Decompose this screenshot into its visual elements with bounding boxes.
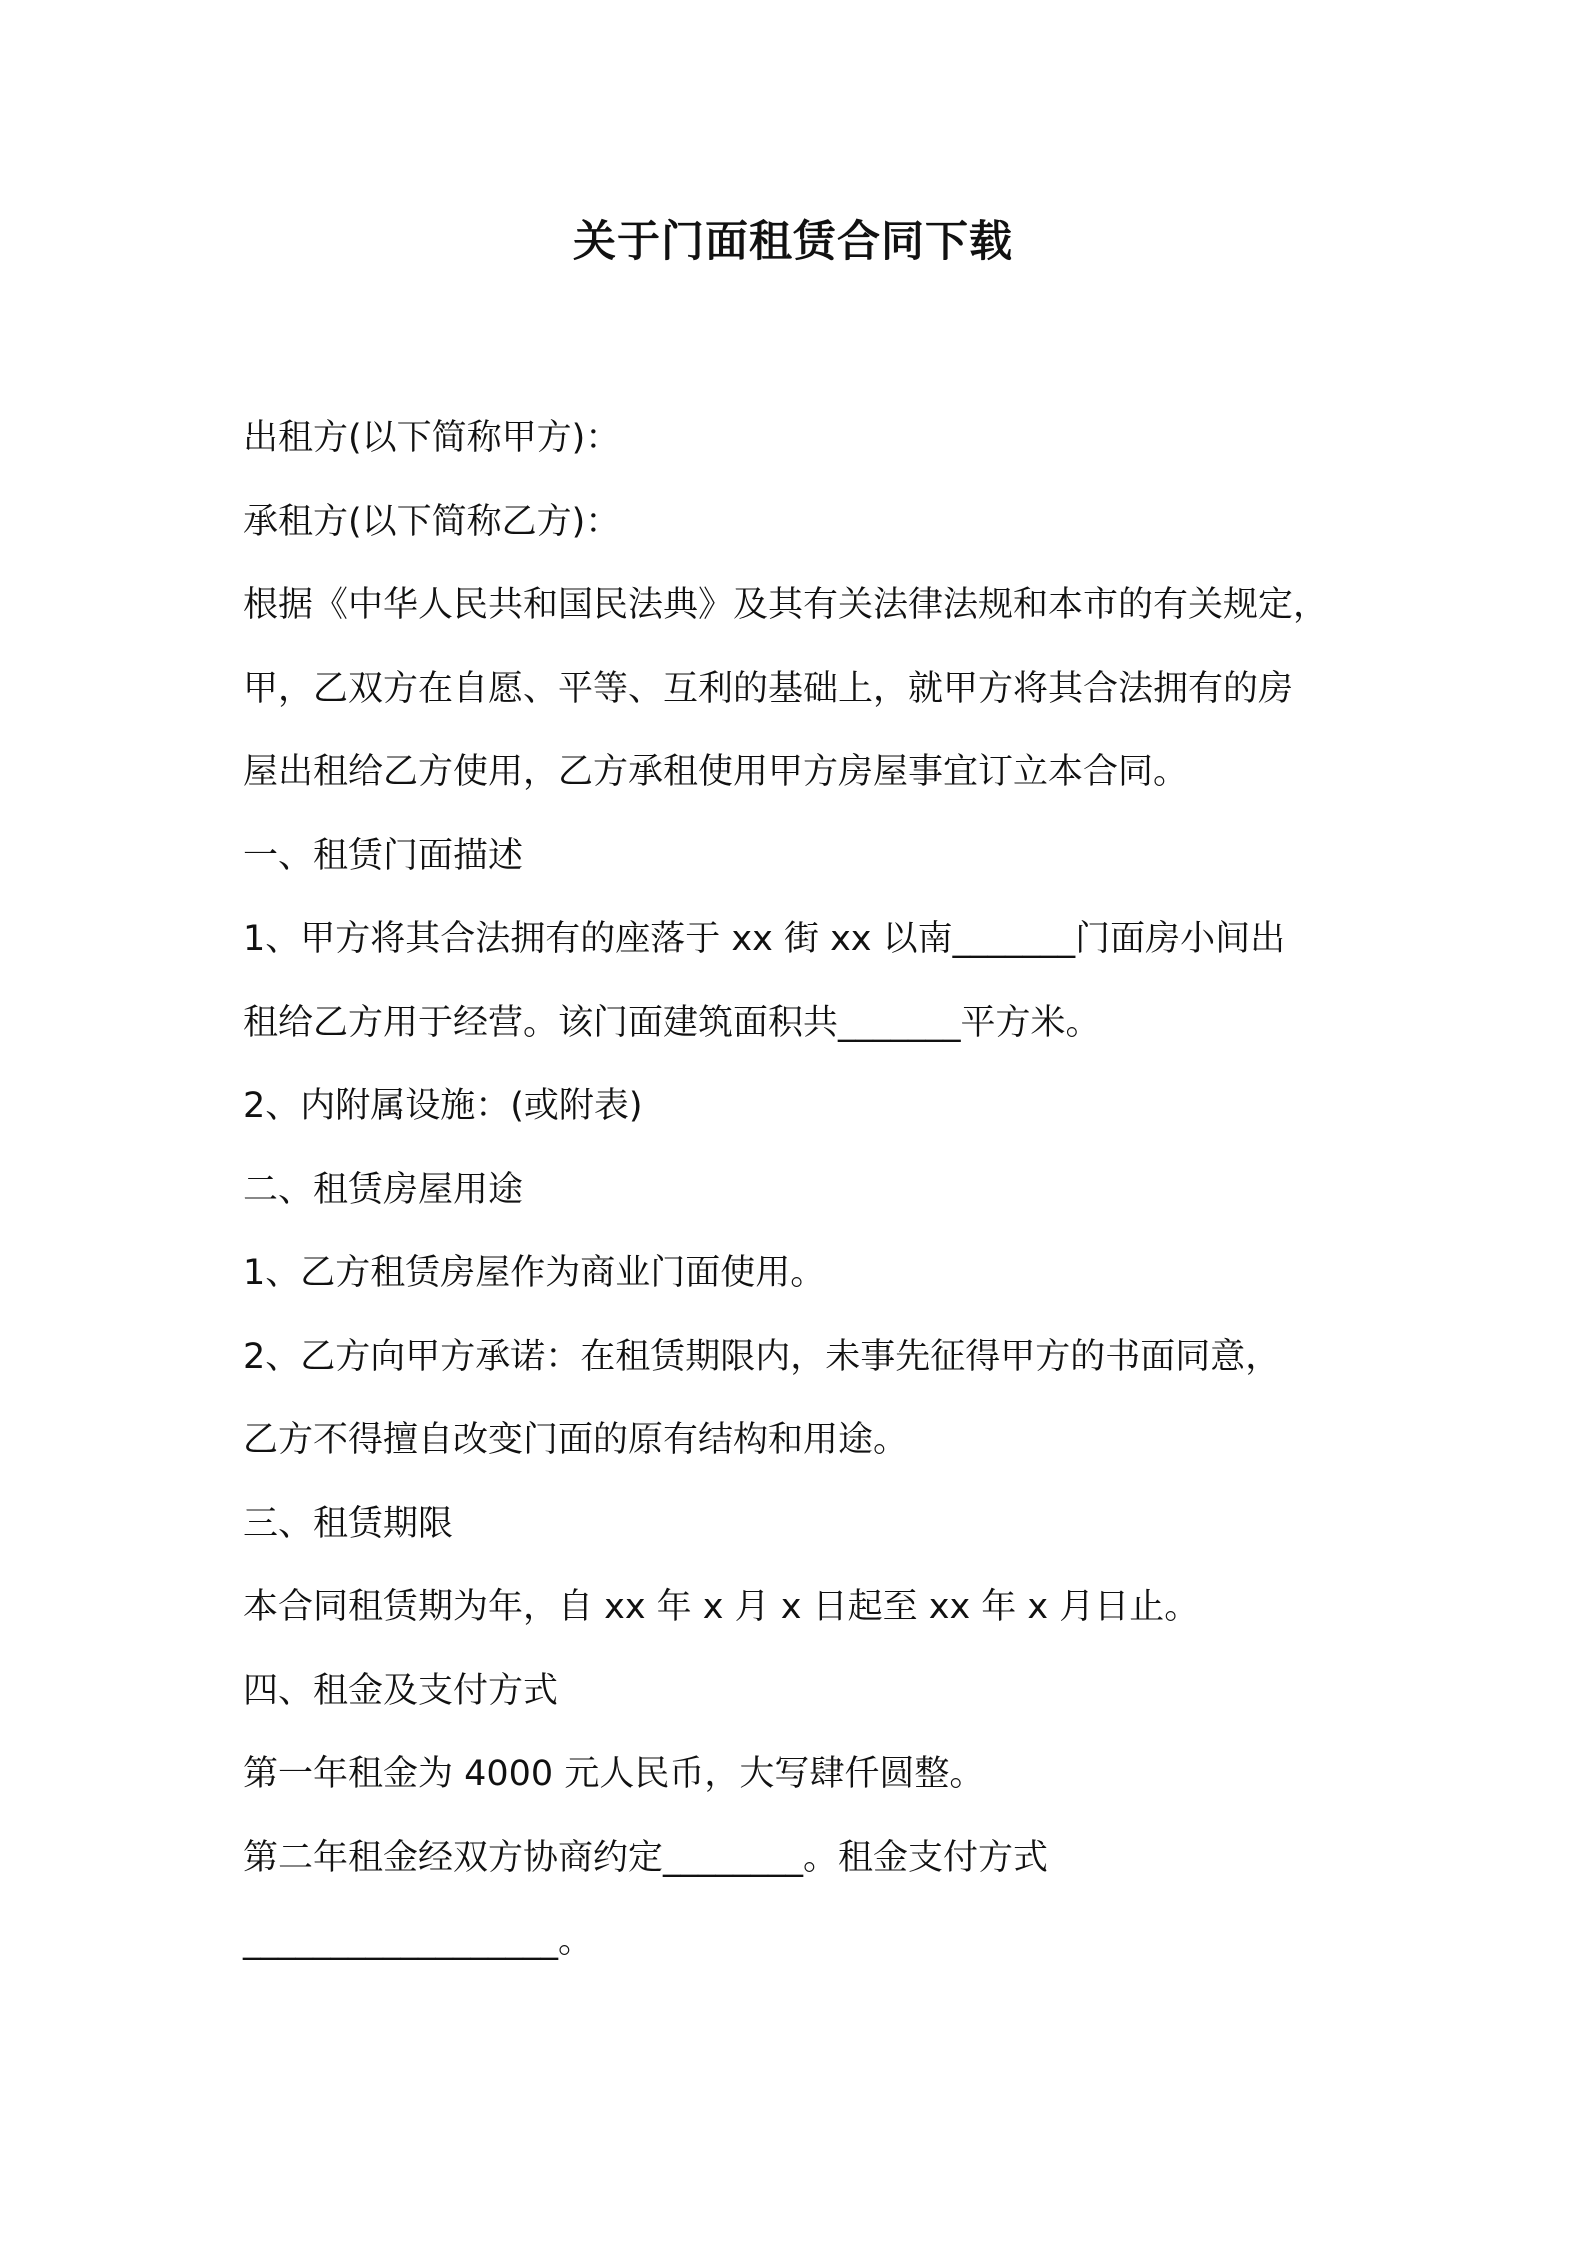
clause-line: 乙方不得擅自改变门面的原有结构和用途。 <box>243 1420 909 1460</box>
clause-line: 1、甲方将其合法拥有的座落于 xx 街 xx 以南_______门面房小间出 <box>243 919 1286 959</box>
preamble-line: 甲，乙双方在自愿、平等、互利的基础上，就甲方将其合法拥有的房 <box>243 668 1294 709</box>
clause-line: 租给乙方用于经营。该门面建筑面积共_______平方米。 <box>243 1002 1101 1043</box>
document-body <box>243 410 1363 1997</box>
preamble-line: 屋出租给乙方使用，乙方承租使用甲方房屋事宜订立本合同。 <box>243 752 1189 792</box>
clause-line: 2、内附属设施：(或附表) <box>243 1086 643 1126</box>
clause-line: 本合同租赁期为年，自 xx 年 x 月 x 日起至 xx 年 x 月日止。 <box>243 1587 1200 1627</box>
clause-line: __________________。 <box>243 1921 594 1961</box>
party-b-line: 承租方(以下简称乙方)： <box>243 501 621 542</box>
clause-line: 2、乙方向甲方承诺：在租赁期限内，未事先征得甲方的书面同意， <box>243 1336 1281 1377</box>
section-heading: 二、租赁房屋用途 <box>243 1169 524 1210</box>
party-a-line: 出租方(以下简称甲方)： <box>243 418 621 458</box>
clause-line: 1、乙方租赁房屋作为商业门面使用。 <box>243 1253 826 1293</box>
clause-line: 第二年租金经双方协商约定________。租金支付方式 <box>243 1837 1049 1878</box>
section-heading: 三、租赁期限 <box>243 1503 454 1544</box>
document-title: 关于门面租赁合同下载 <box>573 217 1013 267</box>
preamble-line: 根据《中华人民共和国民法典》及其有关法律法规和本市的有关规定， <box>243 585 1329 625</box>
clause-line: 第一年租金为 4000 元人民币，大写肆仟圆整。 <box>243 1754 985 1794</box>
section-heading: 一、租赁门面描述 <box>243 835 524 876</box>
section-heading: 四、租金及支付方式 <box>243 1670 559 1711</box>
